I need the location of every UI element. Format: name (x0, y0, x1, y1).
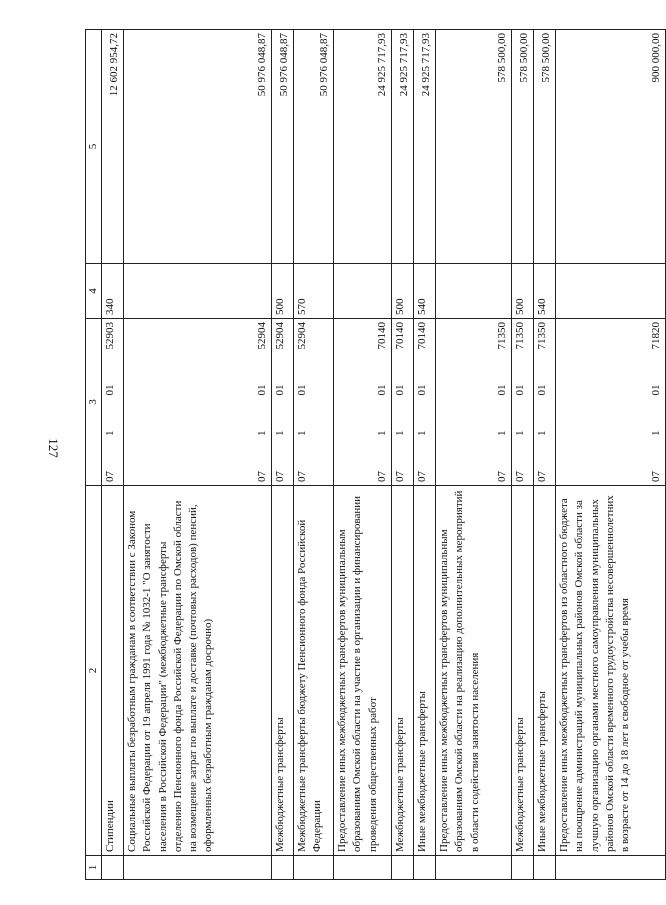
code-part: 71350 (536, 322, 549, 350)
code-parts (535, 322, 550, 482)
code-parts (495, 322, 510, 482)
expense-type-cell (556, 264, 666, 319)
amount-cell: 24 925 717,93 (414, 30, 436, 264)
row-number-cell (294, 856, 334, 880)
code-part: 01 (514, 384, 527, 396)
code-part: 01 (650, 384, 662, 396)
row-number-cell (436, 856, 512, 880)
code-part: 01 (104, 384, 117, 396)
classification-code-cell (556, 319, 666, 486)
description-cell: Предоставление иных межбюджетных трансфертов муниципальным образованиям Омской области на участие в организации и финансировании проведения общественных работ (334, 486, 392, 856)
expense-type-cell: 500 (512, 264, 534, 319)
code-part: 71350 (496, 322, 508, 350)
classification-code-cell (392, 319, 414, 486)
code-part: 07 (514, 471, 527, 482)
expense-type-cell: 540 (534, 264, 556, 319)
classification-code-cell (272, 319, 294, 486)
amount-cell: 24 925 717,93 (334, 30, 392, 264)
classification-code-cell (294, 319, 334, 486)
row-number-cell (392, 856, 414, 880)
row-number-cell (272, 856, 294, 880)
row-number-cell (534, 856, 556, 880)
code-part: 1 (416, 430, 429, 436)
code-parts (103, 322, 118, 482)
expense-type-cell (334, 264, 392, 319)
table-row (334, 30, 392, 880)
amount-cell: 578 500,00 (512, 30, 534, 264)
rotated-page (85, 30, 662, 880)
table-row (294, 30, 334, 880)
description-cell: Межбюджетные трансферты (272, 486, 294, 856)
table-row (272, 30, 294, 880)
code-parts (415, 322, 430, 482)
table-row (102, 30, 124, 880)
code-part: 07 (296, 471, 309, 482)
expense-type-cell: 500 (392, 264, 414, 319)
amount-cell: 900 000,00 (556, 30, 666, 264)
header-cell: 5 (86, 30, 102, 264)
description-cell: Стипендии (102, 486, 124, 856)
code-part: 1 (650, 430, 662, 436)
code-part: 71820 (650, 322, 662, 350)
table-row (414, 30, 436, 880)
expense-type-cell: 570 (294, 264, 334, 319)
amount-cell: 578 500,00 (436, 30, 512, 264)
code-part: 07 (394, 471, 407, 482)
code-part: 1 (376, 430, 388, 436)
code-part: 07 (536, 471, 549, 482)
row-number-cell (102, 856, 124, 880)
code-parts (393, 322, 408, 482)
code-part: 01 (536, 384, 549, 396)
code-part: 52904 (274, 322, 287, 350)
table-row (392, 30, 414, 880)
classification-code-cell (534, 319, 556, 486)
page-number: 127 (46, 438, 61, 458)
code-part: 01 (296, 384, 309, 396)
code-part: 1 (256, 430, 268, 436)
description-cell: Межбюджетные трансферты (512, 486, 534, 856)
code-part: 01 (394, 384, 407, 396)
table-row (534, 30, 556, 880)
code-part: 07 (256, 471, 268, 482)
description-cell: Иные межбюджетные трансферты (414, 486, 436, 856)
code-part: 07 (274, 471, 287, 482)
code-part: 52903 (104, 322, 117, 350)
row-number-cell (512, 856, 534, 880)
description-cell: Предоставление иных межбюджетных трансфертов муниципальным образованиям Омской области на реализацию дополнительных мероприятий в области содействия занятости населения (436, 486, 512, 856)
code-part: 07 (650, 471, 662, 482)
amount-cell: 578 500,00 (534, 30, 556, 264)
code-parts (273, 322, 288, 482)
code-part: 1 (394, 430, 407, 436)
amount-cell: 50 976 048,87 (272, 30, 294, 264)
header-cell: 4 (86, 264, 102, 319)
amount-cell: 24 925 717,93 (392, 30, 414, 264)
row-number-cell (334, 856, 392, 880)
expense-type-cell: 340 (102, 264, 124, 319)
code-part: 1 (104, 430, 117, 436)
classification-code-cell (436, 319, 512, 486)
code-part: 01 (416, 384, 429, 396)
code-part: 01 (256, 384, 268, 396)
table-row (124, 30, 272, 880)
expense-type-cell (436, 264, 512, 319)
classification-code-cell (414, 319, 436, 486)
code-part: 52904 (256, 322, 268, 350)
code-parts (649, 322, 664, 482)
code-part: 1 (514, 430, 527, 436)
code-parts (295, 322, 310, 482)
classification-code-cell (102, 319, 124, 486)
amount-cell: 50 976 048,87 (124, 30, 272, 264)
classification-code-cell (124, 319, 272, 486)
amount-cell: 12 602 954,72 (102, 30, 124, 264)
amount-cell: 50 976 048,87 (294, 30, 334, 264)
code-part: 70140 (394, 322, 407, 350)
table-row (436, 30, 512, 880)
code-part: 01 (496, 384, 508, 396)
code-part: 1 (274, 430, 287, 436)
classification-code-cell (334, 319, 392, 486)
description-cell: Межбюджетные трансферты бюджету Пенсионного фонда Российской Федерации (294, 486, 334, 856)
code-part: 01 (376, 384, 388, 396)
budget-table (85, 29, 666, 880)
header-cell: 1 (86, 856, 102, 880)
expense-type-cell: 500 (272, 264, 294, 319)
table-row (512, 30, 534, 880)
description-cell: Предоставление иных межбюджетных трансфертов из областного бюджета на поощрение администраций муниципальных районов Омской области за лучшую организацию органами местного самоуправления муниципальных районов Омской области временного трудоустройства несовершеннолетних в возрасте от 14 до 18 лет в свободное от учебы время (556, 486, 666, 856)
code-part: 70140 (416, 322, 429, 350)
code-part: 07 (104, 471, 117, 482)
header-row (86, 30, 102, 880)
code-part: 1 (296, 430, 309, 436)
code-part: 07 (496, 471, 508, 482)
row-number-cell (556, 856, 666, 880)
header-cell: 3 (86, 319, 102, 486)
code-part: 1 (536, 430, 549, 436)
classification-code-cell (512, 319, 534, 486)
code-part: 52904 (296, 322, 309, 350)
description-cell: Иные межбюджетные трансферты (534, 486, 556, 856)
header-cell: 2 (86, 486, 102, 856)
code-part: 01 (274, 384, 287, 396)
code-parts (513, 322, 528, 482)
code-part: 71350 (514, 322, 527, 350)
code-part: 07 (376, 471, 388, 482)
expense-type-cell (124, 264, 272, 319)
code-part: 07 (416, 471, 429, 482)
code-part: 1 (496, 430, 508, 436)
code-parts (375, 322, 390, 482)
row-number-cell (414, 856, 436, 880)
code-part: 70140 (376, 322, 388, 350)
table-row (556, 30, 666, 880)
description-cell: Межбюджетные трансферты (392, 486, 414, 856)
row-number-cell (124, 856, 272, 880)
expense-type-cell: 540 (414, 264, 436, 319)
code-parts (255, 322, 270, 482)
description-cell: Социальные выплаты безработным гражданам в соответствии с Законом Российской Федерации от 19 апреля 1991 года № 1032-1 "О занятости населения в Российской Федерации" (межбюджетные трансферты отделению Пенсионного фонда Российской Федерации по Омской области на возмещение затрат по выплате и доставке (почтовых расходов) пенсий, оформленных безработным гражданам досрочно) (124, 486, 272, 856)
